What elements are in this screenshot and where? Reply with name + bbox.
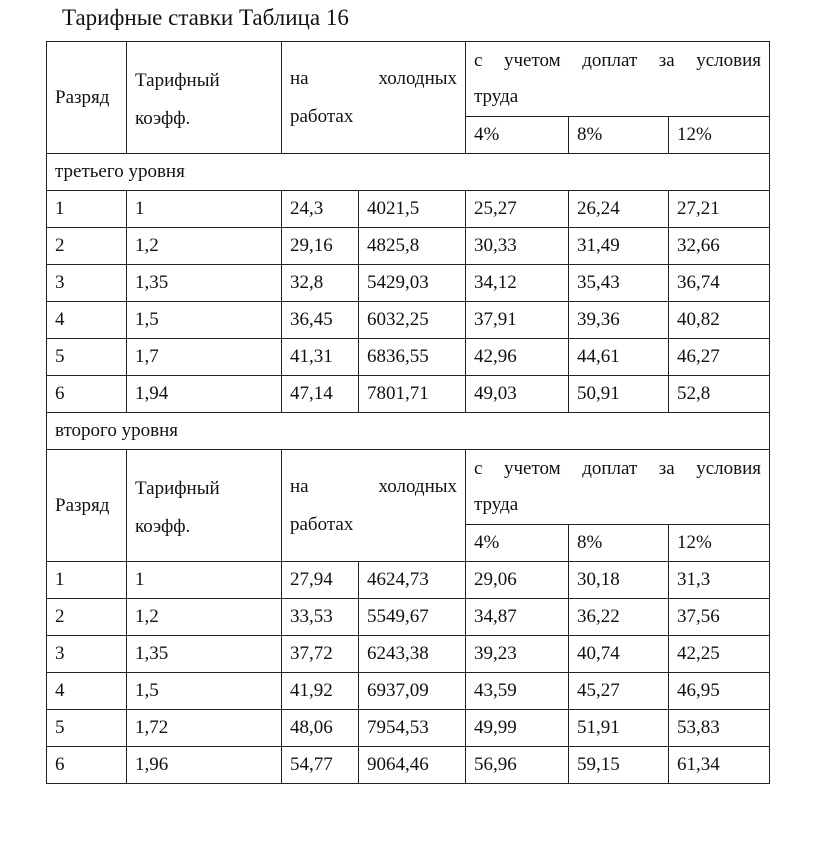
table-cell: 1,35: [127, 265, 282, 302]
header-percent-cell: [669, 525, 770, 562]
table-cell: 26,24: [569, 191, 669, 228]
header-cold-cell: [282, 42, 466, 154]
header-conditions-cell: [466, 42, 770, 117]
table-row: [47, 636, 770, 673]
header-rank-cell: [47, 450, 127, 562]
table-cell: 30,33: [466, 228, 569, 265]
header-conditions-label-line1: с учетом доплат за условия: [474, 50, 762, 71]
header-rank-label: Разряд: [55, 86, 110, 108]
table-row: [47, 228, 770, 265]
table-cell: 32,8: [282, 265, 359, 302]
table-cell: 6: [47, 747, 127, 784]
table-cell: 5429,03: [359, 265, 466, 302]
header-conditions-label-line1: с учетом доплат за условия: [474, 458, 762, 479]
header-row: [47, 450, 770, 525]
table-cell: 1,35: [127, 636, 282, 673]
header-percent-cell: [466, 117, 569, 154]
header-percent-cell: [669, 117, 770, 154]
table-row: [47, 710, 770, 747]
header-conditions-label-line2: труда: [474, 86, 519, 107]
table-cell: 4624,73: [359, 562, 466, 599]
table-cell: 61,34: [669, 747, 770, 784]
table-cell: 36,22: [569, 599, 669, 636]
table-cell: 1,2: [127, 228, 282, 265]
table-row: [47, 599, 770, 636]
table-cell: 1: [127, 191, 282, 228]
table-cell: 5: [47, 339, 127, 376]
table-cell: 47,14: [282, 376, 359, 413]
table-cell: 6836,55: [359, 339, 466, 376]
table-cell: 59,15: [569, 747, 669, 784]
table-cell: 33,53: [282, 599, 359, 636]
header-coef-label-line1: Тарифный: [135, 69, 220, 91]
header-coef-cell: [127, 450, 282, 562]
header-coef-label-line1: Тарифный: [135, 477, 220, 499]
table-cell: 45,27: [569, 673, 669, 710]
document-title: Тарифные ставки Таблица 16: [62, 5, 349, 30]
table-cell: 49,03: [466, 376, 569, 413]
table-cell: 9064,46: [359, 747, 466, 784]
table-cell: 2: [47, 599, 127, 636]
table-cell: 34,12: [466, 265, 569, 302]
table-cell: 40,82: [669, 302, 770, 339]
table-cell: 5: [47, 710, 127, 747]
table-row: [47, 191, 770, 228]
header-coef-label-line2: коэфф.: [135, 107, 191, 129]
table-cell: 44,61: [569, 339, 669, 376]
table-cell: 7801,71: [359, 376, 466, 413]
table-cell: 41,31: [282, 339, 359, 376]
table-cell: 4: [47, 673, 127, 710]
table-cell: 39,36: [569, 302, 669, 339]
table-row: [47, 673, 770, 710]
table-cell: 37,56: [669, 599, 770, 636]
table-cell: 1,7: [127, 339, 282, 376]
table-cell: 6: [47, 376, 127, 413]
header-percent-label: 12%: [677, 124, 712, 145]
header-percent-label: 12%: [677, 532, 712, 553]
table-cell: 37,91: [466, 302, 569, 339]
header-cold-label-line2: работах: [290, 513, 354, 535]
section-row: [47, 154, 770, 191]
table-cell: 5549,67: [359, 599, 466, 636]
table-cell: 39,23: [466, 636, 569, 673]
table-cell: 27,21: [669, 191, 770, 228]
table-cell: 31,49: [569, 228, 669, 265]
header-cold-label-line1: на холодных: [290, 475, 458, 497]
table-cell: 42,25: [669, 636, 770, 673]
header-rank-cell: [47, 42, 127, 154]
table-cell: 46,95: [669, 673, 770, 710]
header-percent-label: 4%: [474, 532, 500, 553]
table-cell: 54,77: [282, 747, 359, 784]
tariff-rates-table: [46, 41, 770, 784]
table-cell: 40,74: [569, 636, 669, 673]
table-cell: 30,18: [569, 562, 669, 599]
table-cell: 1: [127, 562, 282, 599]
table-cell: 36,45: [282, 302, 359, 339]
table-cell: 35,43: [569, 265, 669, 302]
header-cold-cell: [282, 450, 466, 562]
header-conditions-cell: [466, 450, 770, 525]
table-cell: 41,92: [282, 673, 359, 710]
section-label: третьего уровня: [55, 161, 185, 182]
table-cell: 4021,5: [359, 191, 466, 228]
table-cell: 3: [47, 265, 127, 302]
table-cell: 6243,38: [359, 636, 466, 673]
table-cell: 37,72: [282, 636, 359, 673]
table-cell: 1,5: [127, 673, 282, 710]
table-cell: 1,96: [127, 747, 282, 784]
table-cell: 42,96: [466, 339, 569, 376]
table-cell: 48,06: [282, 710, 359, 747]
header-row: [47, 42, 770, 117]
header-cold-label-line1: на холодных: [290, 67, 458, 89]
table-cell: 29,16: [282, 228, 359, 265]
header-rank-label: Разряд: [55, 494, 110, 516]
table-cell: 43,59: [466, 673, 569, 710]
table-cell: 4825,8: [359, 228, 466, 265]
table-cell: 7954,53: [359, 710, 466, 747]
header-coef-cell: [127, 42, 282, 154]
table-cell: 49,99: [466, 710, 569, 747]
header-percent-label: 8%: [577, 124, 603, 145]
table-cell: 1,72: [127, 710, 282, 747]
header-percent-label: 8%: [577, 532, 603, 553]
table-cell: 24,3: [282, 191, 359, 228]
header-percent-label: 4%: [474, 124, 500, 145]
table-cell: 25,27: [466, 191, 569, 228]
table-cell: 32,66: [669, 228, 770, 265]
table-cell: 46,27: [669, 339, 770, 376]
table-cell: 4: [47, 302, 127, 339]
section-label: второго уровня: [55, 420, 178, 441]
table-cell: 1,94: [127, 376, 282, 413]
header-percent-cell: [466, 525, 569, 562]
table-cell: 29,06: [466, 562, 569, 599]
table-cell: 3: [47, 636, 127, 673]
table-cell: 50,91: [569, 376, 669, 413]
table-cell: 52,8: [669, 376, 770, 413]
table-cell: 53,83: [669, 710, 770, 747]
table-cell: 6937,09: [359, 673, 466, 710]
header-percent-cell: [569, 117, 669, 154]
table-cell: 34,87: [466, 599, 569, 636]
table-cell: 1,2: [127, 599, 282, 636]
table-cell: 36,74: [669, 265, 770, 302]
table-cell: 51,91: [569, 710, 669, 747]
table-cell: 31,3: [669, 562, 770, 599]
table-row: [47, 376, 770, 413]
table-row: [47, 747, 770, 784]
header-conditions-label-line2: труда: [474, 494, 519, 515]
table-cell: 27,94: [282, 562, 359, 599]
table-row: [47, 265, 770, 302]
table-cell: 6032,25: [359, 302, 466, 339]
header-cold-label-line2: работах: [290, 105, 354, 127]
table-cell: 1: [47, 191, 127, 228]
table-row: [47, 339, 770, 376]
header-percent-cell: [569, 525, 669, 562]
table-cell: 1,5: [127, 302, 282, 339]
header-coef-label-line2: коэфф.: [135, 515, 191, 537]
table-row: [47, 302, 770, 339]
table-row: [47, 562, 770, 599]
table-cell: 2: [47, 228, 127, 265]
section-row: [47, 413, 770, 450]
table-cell: 1: [47, 562, 127, 599]
section-label-cell: [47, 154, 770, 191]
section-label-cell: [47, 413, 770, 450]
table-cell: 56,96: [466, 747, 569, 784]
